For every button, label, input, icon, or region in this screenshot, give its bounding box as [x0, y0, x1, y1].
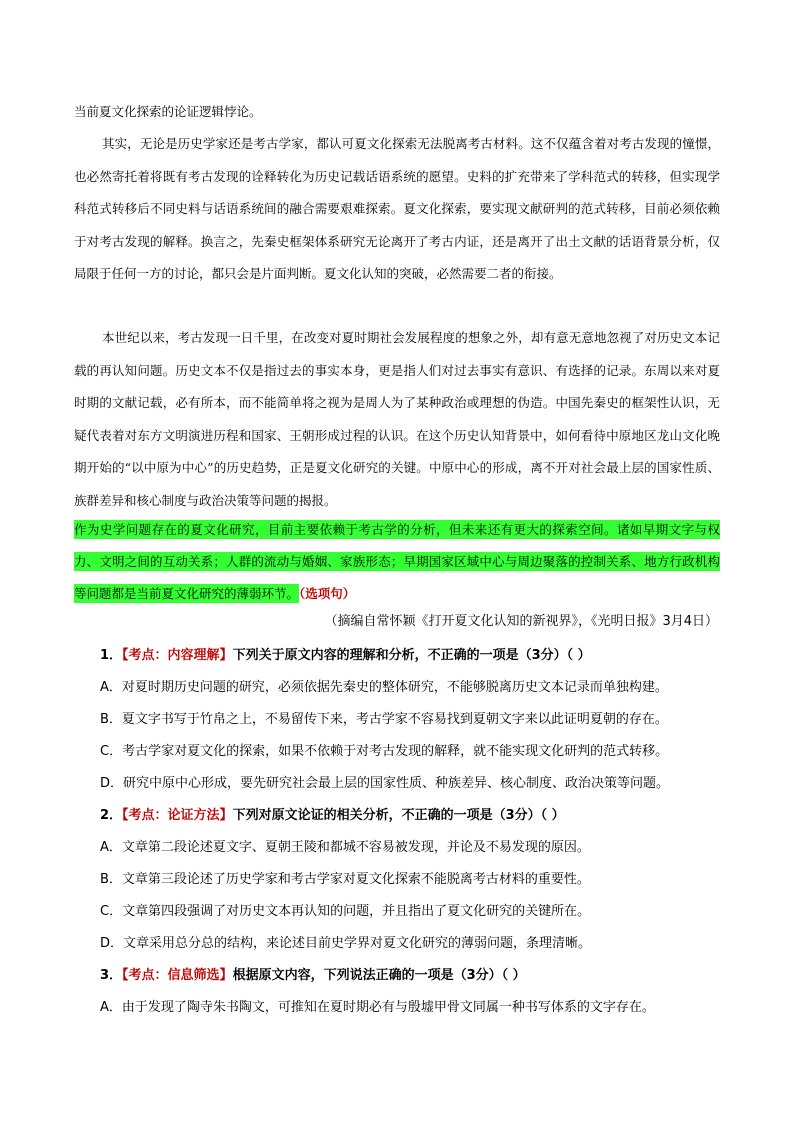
- passage-paragraph-1: 其实，无论是历史学家还是考古学家，都认可夏文化探索无法脱离考古材料。这不仅蕴含着对考古发现的憧憬，也必然寄托着将既有考古发现的诠释转化为历史记载话语系统的愿望。史料的扩充带来了学科范式的转移，但实现学科范式转移后不同史料与话语系统间的融合需要艰难探索。夏文化探索，要实现文献研判的范式转移，目前必须依赖于对考古发现的解释。换言之，先秦史框架体系研究无论离开了考古内证，还是离开了出土文献的话语背景分析，仅局限于任何一方的讨论，都只会是片面判断。夏文化认知的突破，必然需要二者的衔接。: [74, 136, 720, 281]
- question-topic-tag: 【考点：信息筛选】: [122, 968, 233, 983]
- question-topic-tag: 【考点：论证方法】: [122, 808, 233, 823]
- question-3-stem: [100, 964, 526, 983]
- question-1-stem: [100, 644, 591, 663]
- question-1-option-c: C．考古学家对夏文化的探索，如果不依赖于对考古发现的解释，就不能实现文化研判的范式转移。: [100, 744, 669, 759]
- question-number: 3．: [100, 968, 123, 983]
- question-3-option-a: A．由于发现了陶寺朱书陶文，可推知在夏时期必有与殷墟甲骨文同属一种书写体系的文字存在。: [100, 1000, 655, 1015]
- highlighted-option-sentence: 作为史学问题存在的夏文化研究，目前主要依赖于考古学的分析，但未来还有更大的探索空间。诸如早期文字与权力、文明之间的互动关系；人群的流动与婚姻、家族形态；早期国家区域中心与周边聚落的控制关系、地方行政机构等问题都是当前夏文化研究的薄弱环节。: [74, 522, 720, 601]
- question-2-stem: [100, 804, 565, 823]
- passage-paragraph-2: 本世纪以来，考古发现一日千里，在改变对夏时期社会发展程度的想象之外，却有意无意地忽视了对历史文本记载的再认知问题。历史文本不仅是指过去的事实本身，更是指人们对过去事实有意识、有选择的记录。东周以来对夏时期的文献记载，必有所本，而不能简单将之视为是周人为了某种政治或理想的伪造。中国先秦史的框架性认识，无疑代表着对东方文明演进历程和国家、王朝形成过程的认识。在这个历史认知背景中，如何看待中原地区龙山文化晚期开始的“以中原为中心”的历史趋势，正是夏文化研究的关键。中原中心的形成，离不开对社会最上层的国家性质、族群差异和核心制度与政治决策等问题的揭报。: [74, 330, 720, 508]
- source-citation: （摘编自常怀颖《打开夏文化认知的新视界》，《光明日报》3月4日）: [324, 614, 718, 629]
- question-2-option-c: C．文章第四段强调了对历史文本再认知的问题，并且指出了夏文化研究的关键所在。: [100, 904, 591, 919]
- question-1-option-a: A．对夏时期历史问题的研究，必须依据先秦史的整体研究，不能够脱离历史文本记录而单独构建。: [100, 680, 668, 695]
- passage-paragraph-0: 当前夏文化探索的论证逻辑悖论。: [74, 104, 262, 119]
- passage-paragraph-3: [74, 514, 720, 610]
- question-text: 下列对原文论证的相关分析，不正确的一项是（3分）（ ）: [232, 808, 565, 823]
- question-2-option-d: D．文章采用总分总的结构，来论述目前史学界对夏文化研究的薄弱问题，条理清晰。: [100, 936, 592, 951]
- question-topic-tag: 【考点：内容理解】: [122, 648, 233, 663]
- question-2-option-b: B．文章第三段论述了历史学家和考古学家对夏文化探索不能脱离考古材料的重要性。: [100, 872, 590, 887]
- question-number: 2．: [100, 808, 123, 823]
- question-number: 1．: [100, 648, 123, 663]
- question-2-option-a: A．文章第二段论述夏文字、夏朝王陵和都城不容易被发现，并论及不易发现的原因。: [100, 840, 590, 855]
- question-text: 根据原文内容，下列说法正确的一项是（3分）（ ）: [232, 968, 526, 983]
- question-text: 下列关于原文内容的理解和分析，不正确的一项是（3分）（ ）: [232, 648, 591, 663]
- option-sentence-tag: （选项句）: [299, 586, 356, 601]
- question-1-option-b: B．夏文字书写于竹帛之上，不易留传下来，考古学家不容易找到夏朝文字来以此证明夏朝的存在。: [100, 712, 668, 727]
- question-1-option-d: D．研究中原中心形成，要先研究社会最上层的国家性质、种族差异、核心制度、政治决策等问题。: [100, 776, 670, 791]
